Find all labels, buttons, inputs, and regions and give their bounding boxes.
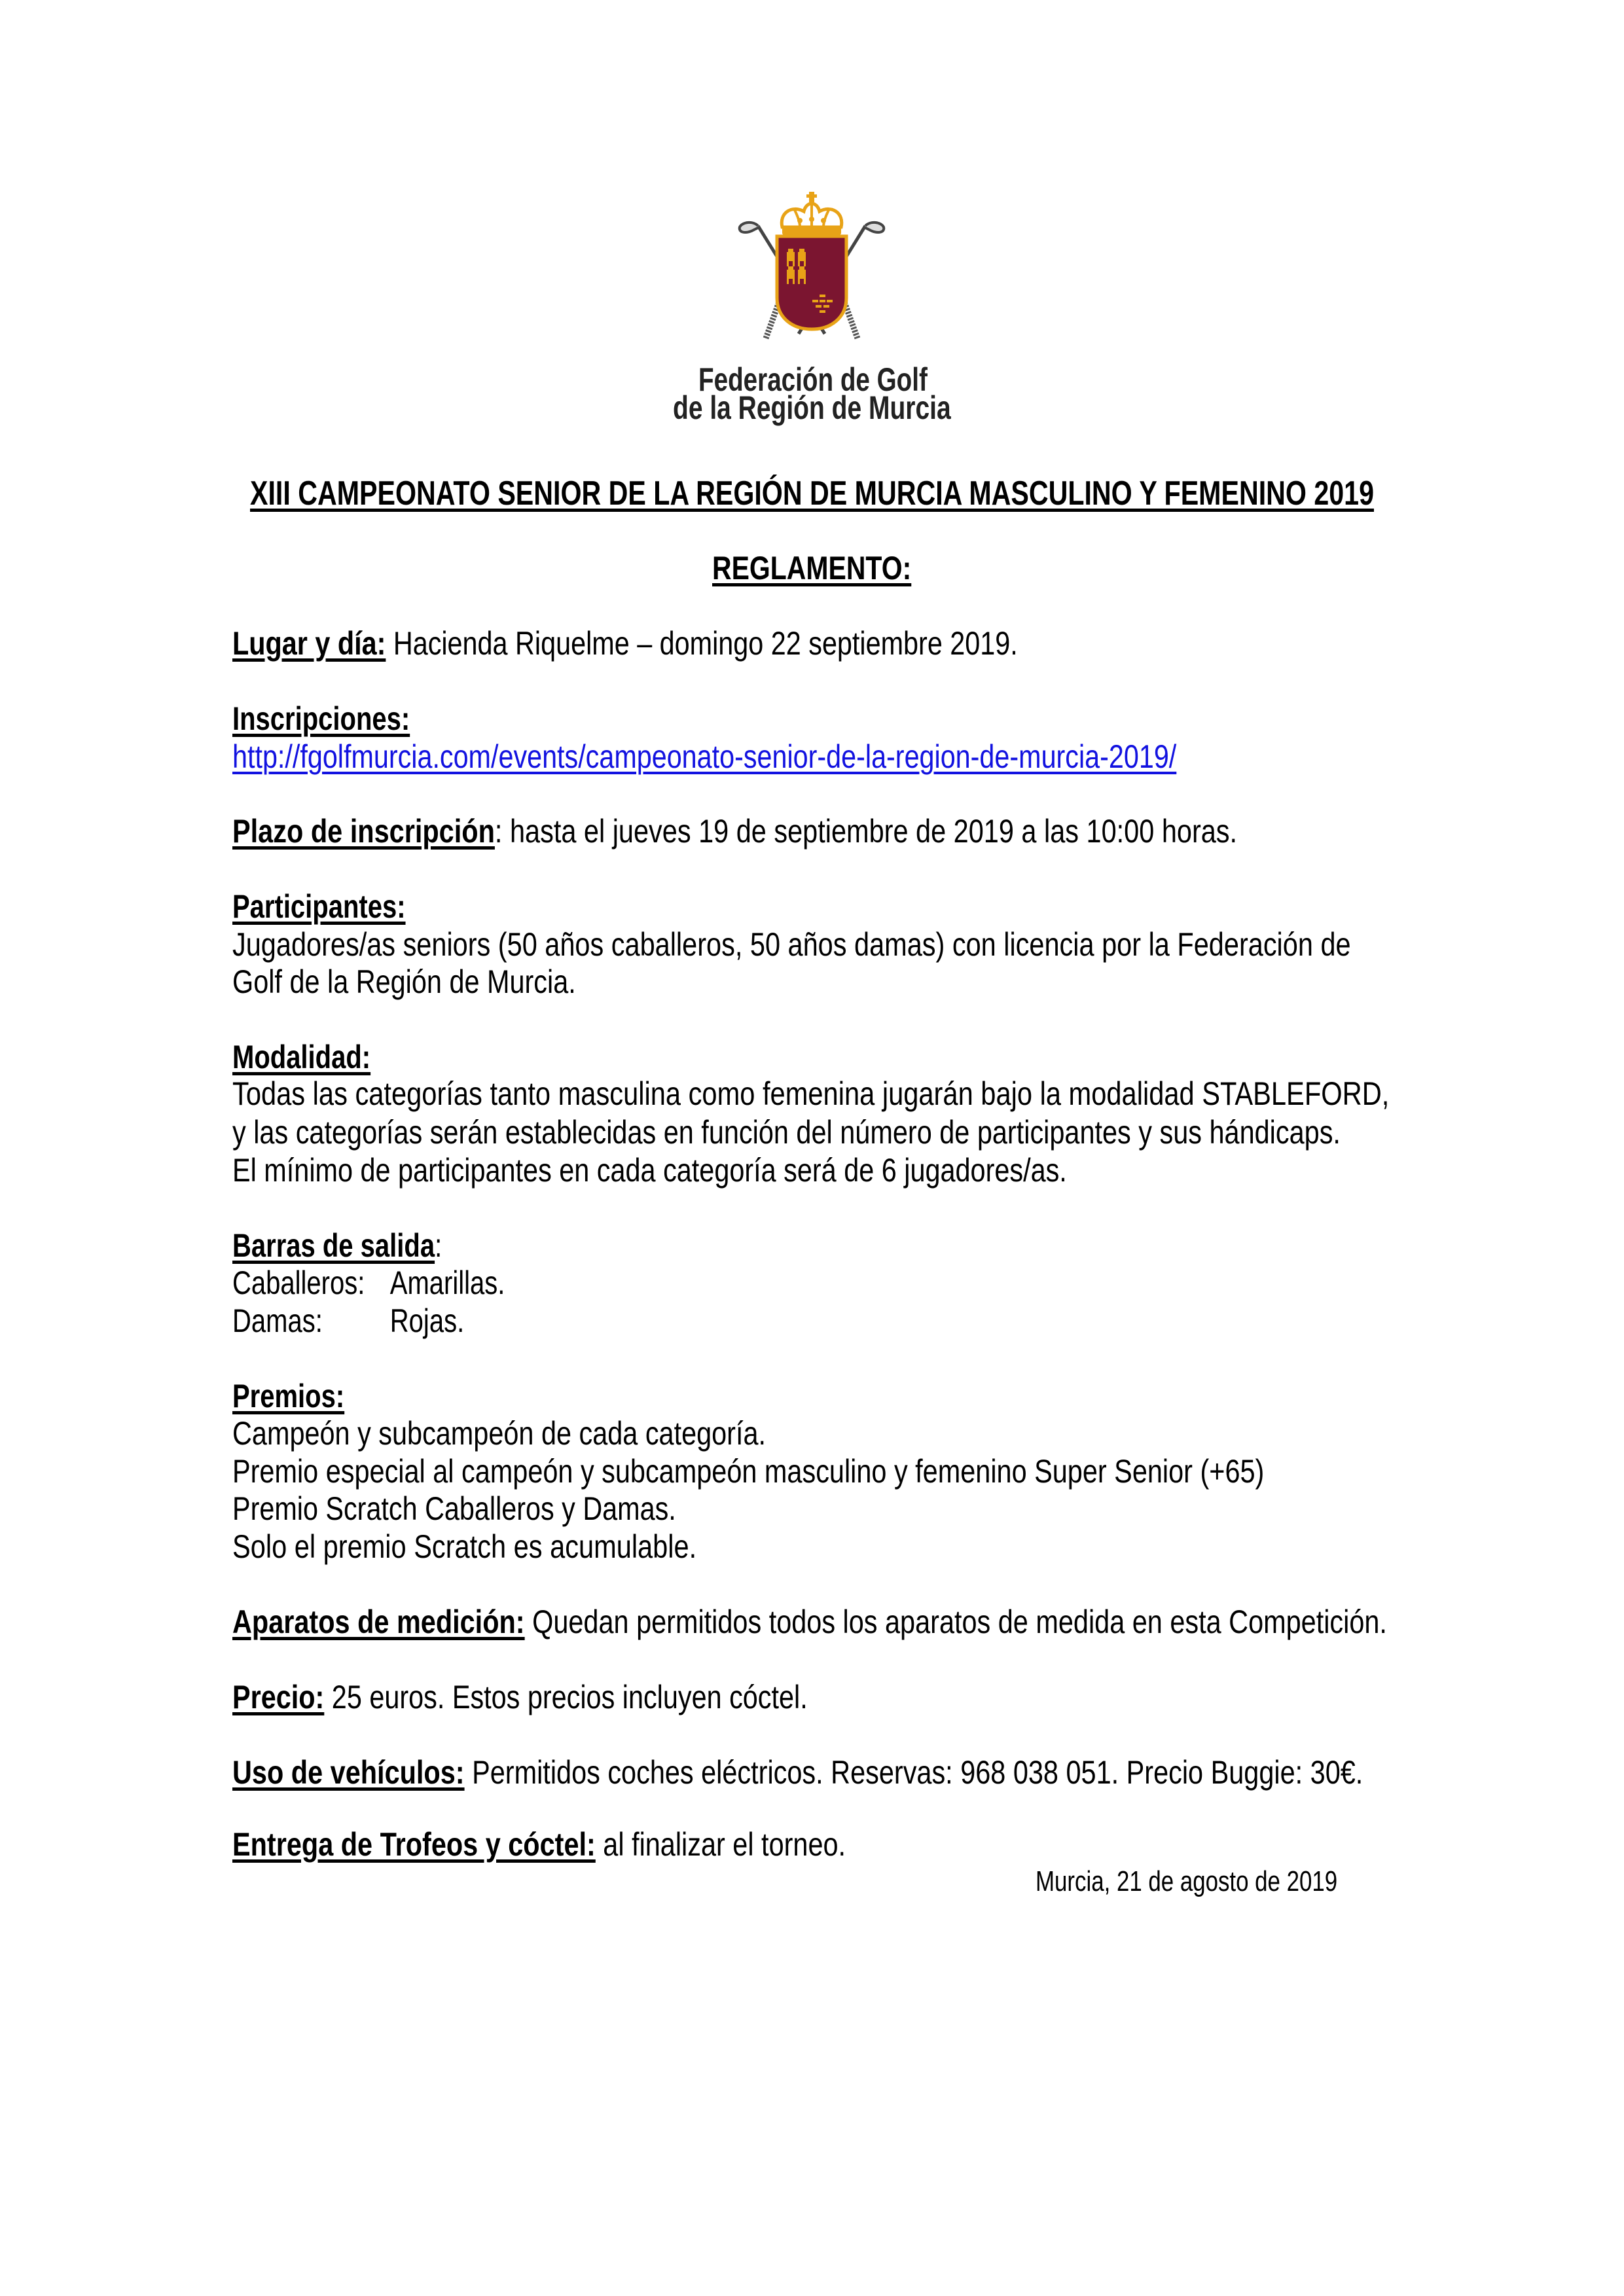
- barras-colon: :: [435, 1227, 442, 1264]
- premios-text-line: Premio Scratch Caballeros y Damas.: [232, 1490, 676, 1527]
- logo-text-line-1: Federación de Golf: [698, 361, 928, 398]
- barras-label: Barras de salida: [232, 1227, 435, 1264]
- modalidad-text-line: El mínimo de participantes en cada categoría será de 6 jugadores/as.: [232, 1152, 1067, 1189]
- logo-text-line-2: de la Región de Murcia: [673, 389, 951, 426]
- modalidad-text-line: y las categorías serán establecidas en función del número de participantes y sus hándicaps.: [232, 1114, 1341, 1151]
- section-heading-reglamento: REGLAMENTO:: [712, 550, 912, 586]
- participantes-text-line: Jugadores/as seniors (50 años caballeros, 50 años damas) con licencia por la Federación de: [232, 926, 1351, 963]
- aparatos-line: [232, 1605, 1387, 1638]
- barras-row: [232, 1302, 465, 1339]
- document-title: XIII CAMPEONATO SENIOR DE LA REGIÓN DE MURCIA MASCULINO Y FEMENINO 2019: [250, 475, 1374, 512]
- entrega-label: Entrega de Trofeos y cóctel:: [232, 1826, 596, 1863]
- barras-who: Damas:: [232, 1302, 323, 1339]
- plazo-label: Plazo de inscripción: [232, 813, 495, 850]
- vehiculos-line: [232, 1756, 1363, 1789]
- entrega-value: al finalizar el torneo.: [595, 1826, 846, 1863]
- participantes-label: Participantes:: [232, 888, 406, 925]
- lugar-dia-value: Hacienda Riquelme – domingo 22 septiembre 2019.: [386, 625, 1018, 662]
- barras-row: [232, 1265, 505, 1301]
- plazo-value: : hasta el jueves 19 de septiembre de 2019 a las 10:00 horas.: [494, 813, 1238, 850]
- barras-salida-heading: [232, 1229, 442, 1262]
- lugar-dia-line: [232, 627, 1018, 660]
- barras-color: Amarillas.: [389, 1265, 505, 1301]
- inscripciones-label: Inscripciones:: [232, 700, 410, 737]
- participantes-text-line: Golf de la Región de Murcia.: [232, 963, 576, 1000]
- premios-text-line: Campeón y subcampeón de cada categoría.: [232, 1415, 767, 1452]
- precio-value: 25 euros. Estos precios incluyen cóctel.: [324, 1679, 808, 1715]
- vehiculos-value: Permitidos coches eléctricos. Reservas: 968 038 051. Precio Buggie: 30€.: [464, 1754, 1363, 1791]
- federation-crest-logo: [727, 187, 897, 347]
- premios-text-line: Solo el premio Scratch es acumulable.: [232, 1528, 697, 1565]
- entrega-line: [232, 1828, 846, 1861]
- precio-label: Precio:: [232, 1679, 325, 1715]
- document-date: Murcia, 21 de agosto de 2019: [1036, 1865, 1338, 1897]
- modalidad-text-line: Todas las categorías tanto masculina como femenina jugarán bajo la modalidad STABLEFORD,: [232, 1075, 1390, 1112]
- registration-link[interactable]: http://fgolfmurcia.com/events/campeonato-senior-de-la-region-de-murcia-2019/: [232, 738, 1177, 775]
- precio-line: [232, 1681, 808, 1713]
- modalidad-label: Modalidad:: [232, 1039, 371, 1075]
- aparatos-label: Aparatos de medición:: [232, 1604, 525, 1640]
- barras-color: Rojas.: [389, 1302, 465, 1339]
- plazo-inscripcion-line: [232, 815, 1237, 848]
- aparatos-value: Quedan permitidos todos los aparatos de medida en esta Competición.: [524, 1604, 1387, 1640]
- vehiculos-label: Uso de vehículos:: [232, 1754, 465, 1791]
- crown-icon: [782, 192, 842, 235]
- premios-text-line: Premio especial al campeón y subcampeón masculino y femenino Super Senior (+65): [232, 1453, 1265, 1490]
- barras-who: Caballeros:: [232, 1265, 365, 1301]
- lugar-dia-label: Lugar y día:: [232, 625, 386, 662]
- premios-label: Premios:: [232, 1378, 345, 1414]
